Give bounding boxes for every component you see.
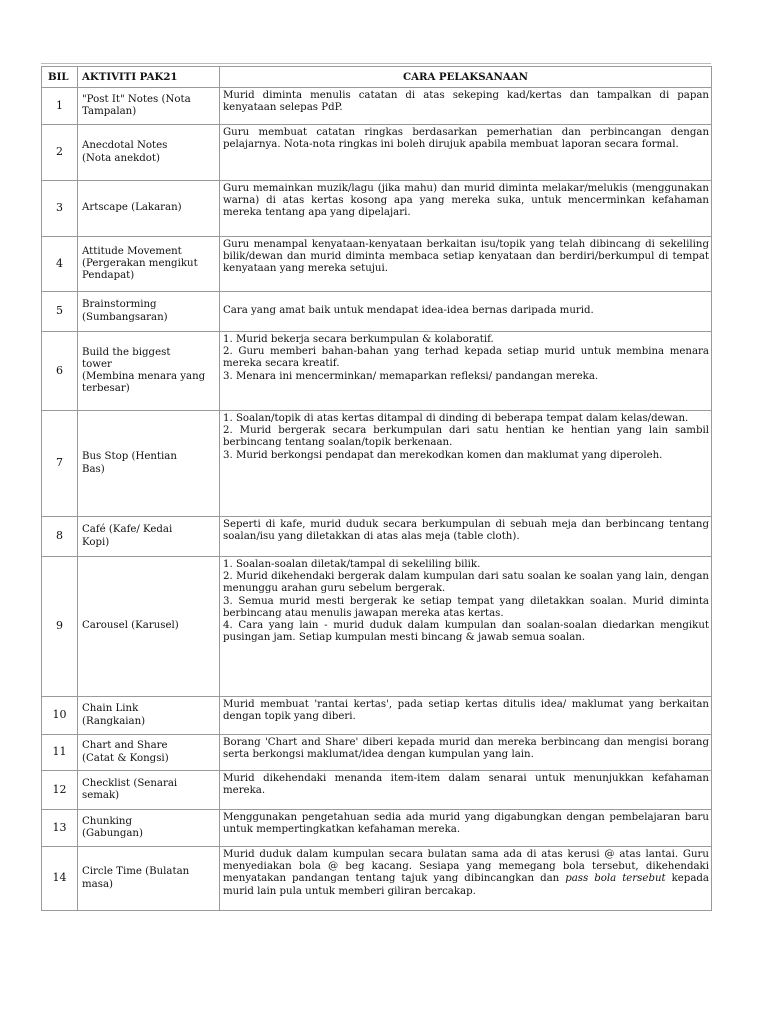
header-cara: CARA PELAKSANAAN xyxy=(220,67,712,88)
activity-description: Seperti di kafe, murid duduk secara berkumpulan di sebuah meja dan berbincang tentang soalan/isu yang diletakkan di atas alas meja (table cloth). xyxy=(220,517,712,557)
activity-table xyxy=(41,66,712,911)
table-row xyxy=(42,237,712,292)
table-row xyxy=(42,697,712,735)
activity-name: "Post It" Notes (Nota Tampalan) xyxy=(78,88,220,125)
activity-description: Murid diminta menulis catatan di atas sekeping kad/kertas dan tampalkan di papan kenyataan selepas PdP. xyxy=(220,88,712,125)
activity-description: Menggunakan pengetahuan sedia ada murid yang digabungkan dengan pembelajaran baru untuk mempertingkatkan kefahaman mereka. xyxy=(220,810,712,847)
table-header-row xyxy=(42,67,712,88)
table-row xyxy=(42,181,712,237)
row-number: 1 xyxy=(42,88,78,125)
row-number: 6 xyxy=(42,332,78,411)
table-row xyxy=(42,332,712,411)
table-row xyxy=(42,557,712,697)
activity-name: Circle Time (Bulatan masa) xyxy=(78,847,220,911)
activity-name: Chain Link (Rangkaian) xyxy=(78,697,220,735)
table-row xyxy=(42,810,712,847)
table-row xyxy=(42,517,712,557)
table-row xyxy=(42,771,712,810)
top-rule xyxy=(41,63,711,64)
activity-name: Bus Stop (Hentian Bas) xyxy=(78,411,220,517)
table-row xyxy=(42,847,712,911)
activity-name: Carousel (Karusel) xyxy=(78,557,220,697)
row-number: 2 xyxy=(42,125,78,181)
activity-name: Attitude Movement (Pergerakan mengikut Pendapat) xyxy=(78,237,220,292)
row-number: 4 xyxy=(42,237,78,292)
italic-phrase: pass bola tersebut xyxy=(565,873,666,885)
row-number: 3 xyxy=(42,181,78,237)
activity-description: Cara yang amat baik untuk mendapat idea-idea bernas daripada murid. xyxy=(220,292,712,332)
table-row xyxy=(42,411,712,517)
activity-name: Artscape (Lakaran) xyxy=(78,181,220,237)
activity-description: 1. Soalan/topik di atas kertas ditampal di dinding di beberapa tempat dalam kelas/dewan. 2. Murid bergerak secara berkumpulan dari satu hentian ke hentian yang lain sambil berbincang tentang soalan/topik berkenaan. 3. Murid berkongsi pendapat dan merekodkan komen dan maklumat yang diperoleh. xyxy=(220,411,712,517)
activity-name: Chunking (Gabungan) xyxy=(78,810,220,847)
activity-name: Anecdotal Notes (Nota anekdot) xyxy=(78,125,220,181)
activity-name: Café (Kafe/ Kedai Kopi) xyxy=(78,517,220,557)
document-page xyxy=(41,66,711,911)
table-row xyxy=(42,292,712,332)
table-row xyxy=(42,125,712,181)
activity-description: Murid membuat 'rantai kertas', pada setiap kertas ditulis idea/ maklumat yang berkaitan dengan topik yang diberi. xyxy=(220,697,712,735)
activity-description: Guru membuat catatan ringkas berdasarkan pemerhatian dan perbincangan dengan pelajarnya. Nota-nota ringkas ini boleh dirujuk apabila membuat laporan secara formal. xyxy=(220,125,712,181)
row-number: 12 xyxy=(42,771,78,810)
row-number: 8 xyxy=(42,517,78,557)
activity-name: Build the biggest tower (Membina menara yang terbesar) xyxy=(78,332,220,411)
table-row xyxy=(42,88,712,125)
activity-description: 1. Soalan-soalan diletak/tampal di sekeliling bilik. 2. Murid dikehendaki bergerak dalam kumpulan dari satu soalan ke soalan yang lain, dengan menunggu arahan guru sebelum bergerak. 3. Semua murid mesti bergerak ke setiap tempat yang diletakkan soalan. Murid diminta berbincang atau menulis jawapan mereka atas kertas. 4. Cara yang lain - murid duduk dalam kumpulan dan soalan-soalan diedarkan mengikut pusingan jam. Setiap kumpulan mesti bincang & jawab semua soalan. xyxy=(220,557,712,697)
row-number: 13 xyxy=(42,810,78,847)
header-aktiviti: AKTIVITI PAK21 xyxy=(78,67,220,88)
activity-description: Guru memainkan muzik/lagu (jika mahu) dan murid diminta melakar/melukis (menggunakan warna) di atas kertas kosong apa yang mereka suka, untuk mencerminkan kefahaman mereka tentang apa yang dipelajari. xyxy=(220,181,712,237)
activity-description: Murid duduk dalam kumpulan secara bulatan sama ada di atas kerusi @ atas lantai. Guru menyediakan bola @ beg kacang. Sesiapa yang memegang bola tersebut, dikehendaki menyatakan pandangan tentang tajuk yang dibincangkan dan pass bola tersebut kepada murid lain pula untuk memberi giliran bercakap. xyxy=(220,847,712,911)
activity-name: Chart and Share (Catat & Kongsi) xyxy=(78,735,220,771)
header-bil: BIL xyxy=(42,67,78,88)
row-number: 11 xyxy=(42,735,78,771)
activity-name: Brainstorming (Sumbangsaran) xyxy=(78,292,220,332)
row-number: 7 xyxy=(42,411,78,517)
activity-description: Borang 'Chart and Share' diberi kepada murid dan mereka berbincang dan mengisi borang serta berkongsi maklumat/idea dengan kumpulan yang lain. xyxy=(220,735,712,771)
row-number: 14 xyxy=(42,847,78,911)
activity-description: Murid dikehendaki menanda item-item dalam senarai untuk menunjukkan kefahaman mereka. xyxy=(220,771,712,810)
activity-description: Guru menampal kenyataan-kenyataan berkaitan isu/topik yang telah dibincang di sekeliling bilik/dewan dan murid diminta membaca setiap kenyataan dan berdiri/berkumpul di tempat kenyataan yang mereka setujui. xyxy=(220,237,712,292)
table-row xyxy=(42,735,712,771)
row-number: 9 xyxy=(42,557,78,697)
row-number: 10 xyxy=(42,697,78,735)
activity-name: Checklist (Senarai semak) xyxy=(78,771,220,810)
row-number: 5 xyxy=(42,292,78,332)
activity-description: 1. Murid bekerja secara berkumpulan & kolaboratif. 2. Guru memberi bahan-bahan yang terhad kepada setiap murid untuk membina menara mereka secara kreatif. 3. Menara ini mencerminkan/ memaparkan refleksi/ pandangan mereka. xyxy=(220,332,712,411)
